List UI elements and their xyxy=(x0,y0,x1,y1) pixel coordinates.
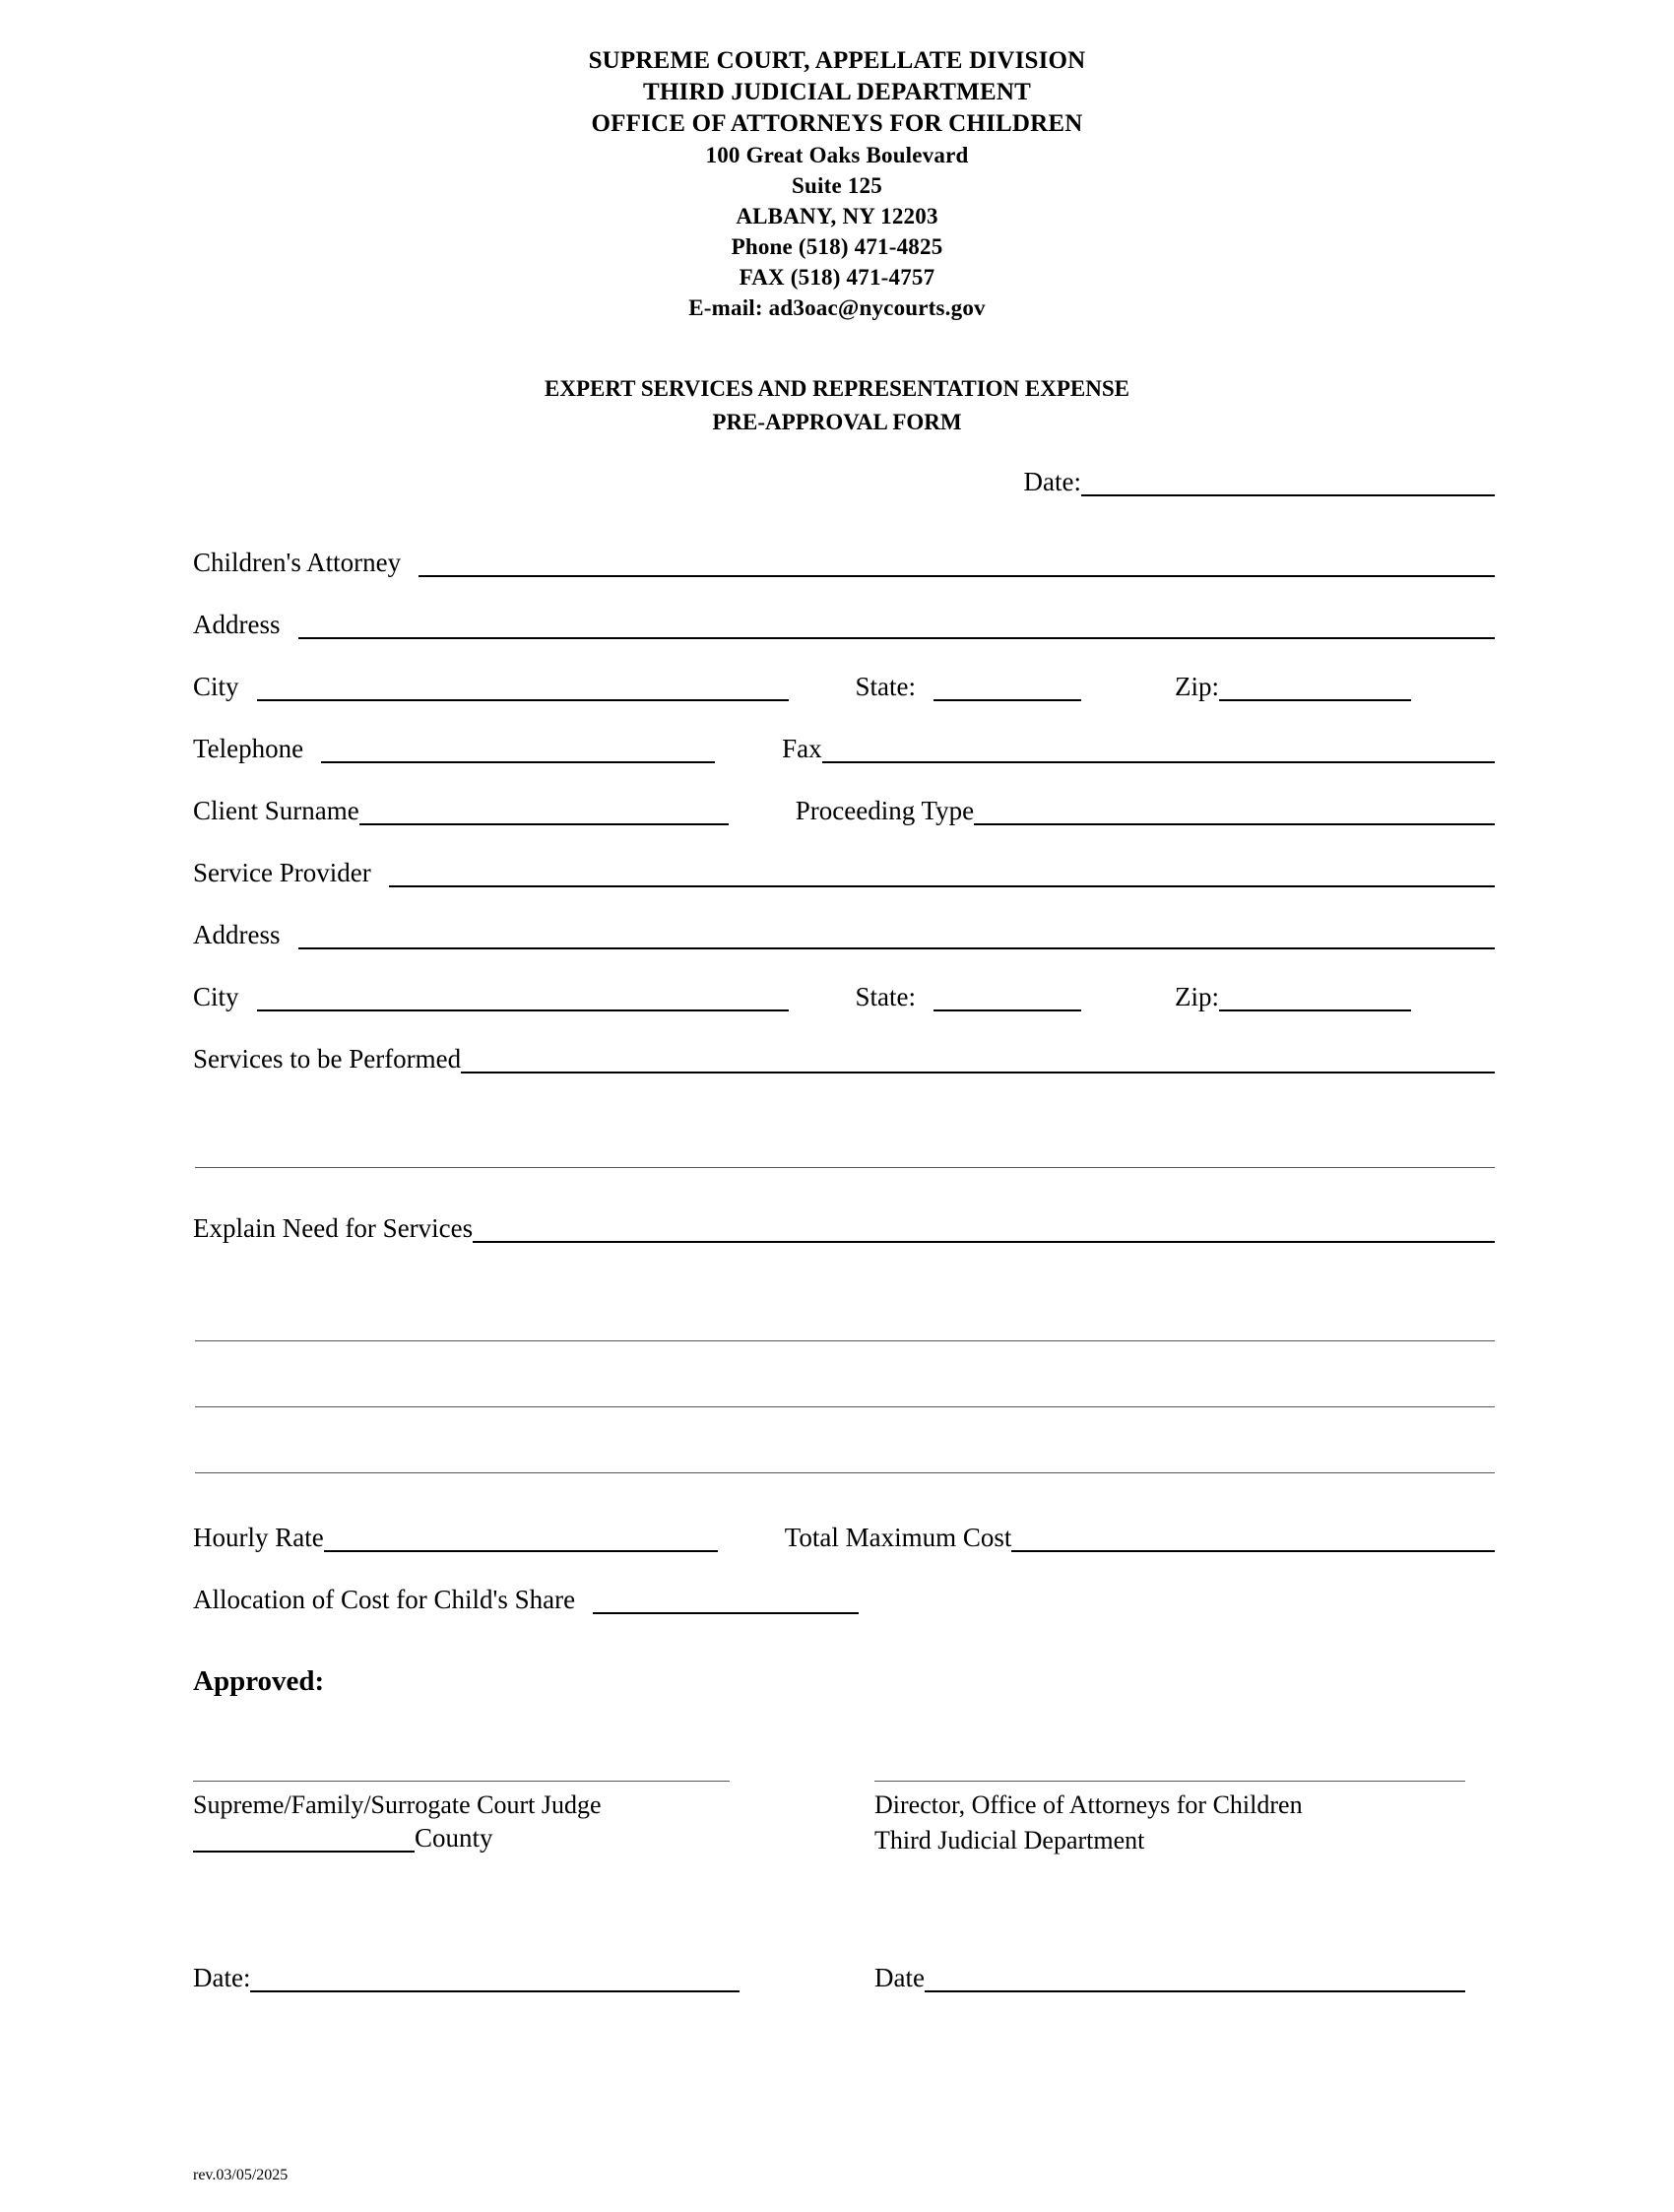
explain-need-label: Explain Need for Services xyxy=(193,1213,474,1243)
document-header xyxy=(0,45,1674,323)
signature-area xyxy=(193,1781,1495,1858)
form-title-line-2: PRE-APPROVAL FORM xyxy=(712,410,962,434)
services-performed-row xyxy=(193,1044,1495,1073)
header-line-fax: FAX (518) 471-4757 xyxy=(739,265,935,290)
form-title xyxy=(0,372,1674,439)
header-line-office: OFFICE OF ATTORNEYS FOR CHILDREN xyxy=(591,110,1083,137)
director-signature-caption-line-2: Third Judicial Department xyxy=(874,1826,1145,1854)
service-provider-row xyxy=(193,858,1495,887)
header-line-street: 100 Great Oaks Boulevard xyxy=(705,143,969,167)
services-performed-continuation-line[interactable] xyxy=(195,1167,1495,1168)
footer-date-left-input[interactable] xyxy=(250,1966,740,1992)
form-page xyxy=(0,45,1674,2212)
attorney-label: Children's Attorney xyxy=(193,548,402,577)
provider-address-row xyxy=(193,920,1495,949)
judge-signature-block xyxy=(193,1781,740,1858)
service-provider-input[interactable] xyxy=(389,860,1495,887)
revision-stamp: rev.03/05/2025 xyxy=(193,2167,289,2183)
attorney-input[interactable] xyxy=(418,550,1495,577)
director-signature-line[interactable] xyxy=(874,1781,1465,1782)
provider-state-label: State: xyxy=(855,982,917,1011)
services-performed-input[interactable] xyxy=(461,1046,1495,1073)
attorney-address-input[interactable] xyxy=(298,612,1496,639)
proceeding-type-input[interactable] xyxy=(974,798,1495,825)
proceeding-type-label: Proceeding Type xyxy=(795,796,975,825)
header-line-court: SUPREME COURT, APPELLATE DIVISION xyxy=(588,47,1086,74)
provider-zip-label: Zip: xyxy=(1175,982,1220,1011)
attorney-state-input[interactable] xyxy=(934,674,1081,701)
header-line-email: E-mail: ad3oac@nycourts.gov xyxy=(688,295,986,320)
provider-city-input[interactable] xyxy=(257,984,789,1011)
attorney-row xyxy=(193,548,1495,577)
header-line-suite: Suite 125 xyxy=(792,173,882,198)
fax-input[interactable] xyxy=(822,736,1495,763)
footer-date-right xyxy=(874,1963,1465,1992)
allocation-row xyxy=(193,1585,1495,1614)
attorney-zip-label: Zip: xyxy=(1175,672,1220,701)
client-proceeding-row xyxy=(193,796,1495,825)
attorney-address-row xyxy=(193,610,1495,639)
attorney-city-input[interactable] xyxy=(257,674,789,701)
footer-date-right-label: Date xyxy=(874,1963,925,1992)
allocation-label: Allocation of Cost for Child's Share xyxy=(193,1585,576,1614)
client-surname-input[interactable] xyxy=(359,798,729,825)
fax-label: Fax xyxy=(782,734,822,763)
attorney-state-label: State: xyxy=(855,672,917,701)
telephone-label: Telephone xyxy=(193,734,304,763)
footer-date-left-label: Date: xyxy=(193,1963,251,1992)
attorney-city-state-zip-row xyxy=(193,672,1495,701)
total-max-cost-label: Total Maximum Cost xyxy=(784,1523,1012,1552)
explain-need-input[interactable] xyxy=(473,1215,1495,1243)
explain-need-row xyxy=(193,1213,1495,1243)
date-input[interactable] xyxy=(1081,469,1495,496)
header-line-phone: Phone (518) 471-4825 xyxy=(731,234,943,259)
provider-address-label: Address xyxy=(193,920,281,949)
footer-dates xyxy=(193,1963,1495,1992)
header-line-department: THIRD JUDICIAL DEPARTMENT xyxy=(643,79,1031,105)
county-label: County xyxy=(415,1823,493,1853)
provider-address-input[interactable] xyxy=(298,922,1496,949)
hourly-total-row xyxy=(193,1523,1495,1552)
date-label: Date: xyxy=(1023,467,1081,496)
hourly-rate-label: Hourly Rate xyxy=(193,1523,324,1552)
director-signature-block xyxy=(874,1781,1465,1858)
total-max-cost-input[interactable] xyxy=(1011,1525,1495,1552)
provider-city-label: City xyxy=(193,982,239,1011)
attorney-zip-input[interactable] xyxy=(1219,674,1411,701)
county-input[interactable] xyxy=(193,1826,415,1853)
header-line-citystatezip: ALBANY, NY 12203 xyxy=(736,204,938,228)
county-line xyxy=(193,1823,740,1853)
date-row xyxy=(193,467,1495,496)
approved-label: Approved: xyxy=(193,1665,325,1697)
client-surname-label: Client Surname xyxy=(193,796,359,825)
allocation-input[interactable] xyxy=(593,1587,859,1614)
provider-state-input[interactable] xyxy=(934,984,1081,1011)
form-body xyxy=(0,467,1674,1992)
footer-date-left xyxy=(193,1963,740,1992)
services-performed-label: Services to be Performed xyxy=(193,1044,462,1073)
service-provider-label: Service Provider xyxy=(193,858,371,887)
hourly-rate-input[interactable] xyxy=(324,1525,718,1552)
judge-signature-line[interactable] xyxy=(193,1781,730,1782)
provider-city-state-zip-row xyxy=(193,982,1495,1011)
telephone-fax-row xyxy=(193,734,1495,763)
form-title-line-1: EXPERT SERVICES AND REPRESENTATION EXPENSE xyxy=(545,376,1129,401)
attorney-city-label: City xyxy=(193,672,239,701)
provider-zip-input[interactable] xyxy=(1219,984,1411,1011)
footer-date-right-input[interactable] xyxy=(925,1966,1465,1992)
director-signature-caption-line-1: Director, Office of Attorneys for Children xyxy=(874,1790,1303,1819)
explain-need-continuation-line-3[interactable] xyxy=(195,1472,1495,1473)
judge-signature-caption: Supreme/Family/Surrogate Court Judge xyxy=(193,1790,602,1819)
attorney-address-label: Address xyxy=(193,610,281,639)
telephone-input[interactable] xyxy=(321,736,715,763)
